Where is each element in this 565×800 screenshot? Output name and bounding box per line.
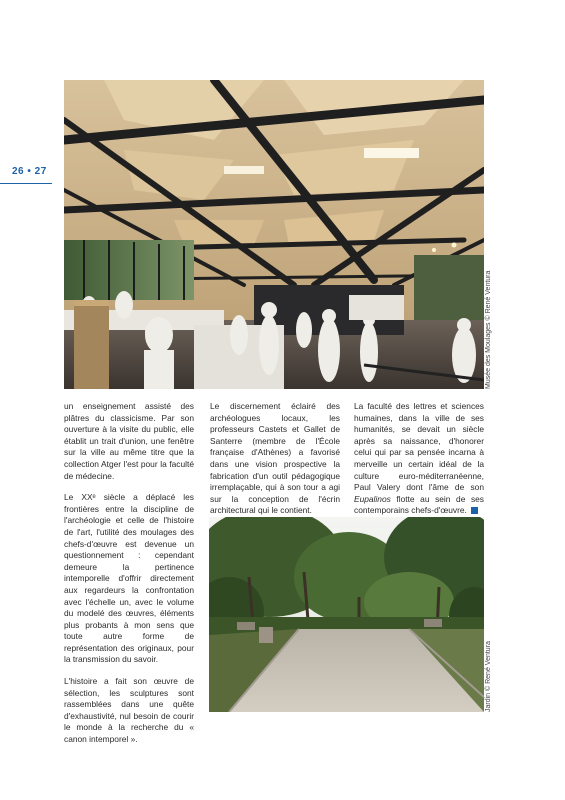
museum-interior-photo xyxy=(64,80,484,389)
paragraph: Le discernement éclairé des archéologues locaux, les professeurs Castets et Gallet de Santerre (membre de l'École française d'Athènes) a favorisé dans une vision prospective la fabrication d'un outil pédagogique irremplaçable, qui à son tour a agi sur la conception de l'écrin architectural qui le contient. xyxy=(210,401,340,516)
paragraph: un enseignement assisté des plâtres du classicisme. Par son ouverture à la visite du public, elle établit un trait d'union, une fenêtre sur la ville au même titre que la collection Atger l'est pour la faculté de médecine. xyxy=(64,401,194,481)
paragraph-text: flotte au sein de ses contemporains chefs-d'œuvre. xyxy=(354,493,484,516)
text-column-3 xyxy=(354,401,484,527)
paragraph: Le XXᵉ siècle a déplacé les frontières entre la discipline de l'archéologie et celle de l'histoire de l'art, l'utilité des moulages des chefs-d'œuvre est devenue un questionnement : cependant demeure la pertinence intemporelle d'offrir directement aux regardeurs la confrontation avec l'échelle un, avec le volume du modelé des œuvres, éléments plus probants à mon sens que toute autre forme de représentation des originaux, pour la transmission du savoir. xyxy=(64,492,194,665)
text-column-2 xyxy=(210,401,340,527)
end-of-article-mark xyxy=(471,507,478,514)
page-numbers: 26 • 27 xyxy=(12,166,47,177)
paragraph xyxy=(354,401,484,517)
folio-rule xyxy=(0,183,52,184)
book-title: Eupalinos xyxy=(354,493,391,504)
garden-photo xyxy=(209,517,484,712)
photo-credit-top: Musée des Moulages © René Ventura xyxy=(485,270,492,389)
photo-credit-bottom: Jardin © René Ventura xyxy=(485,641,492,712)
text-column-1 xyxy=(64,401,194,756)
paragraph: L'histoire a fait son œuvre de sélection, les sculptures sont rassemblées dans une quête d'exhaustivité, nul besoin de courir le monde à la recherche du « canon intemporel ». xyxy=(64,676,194,745)
paragraph-text: La faculté des lettres et sciences humaines, dans la ville de ses humanités, se devait un siècle après sa naissance, d'honorer celui qui par sa pensée incarna à merveille un certain idéal de la culture euro-méditerranéenne, Paul Valery dont l'âme de son xyxy=(354,401,484,493)
